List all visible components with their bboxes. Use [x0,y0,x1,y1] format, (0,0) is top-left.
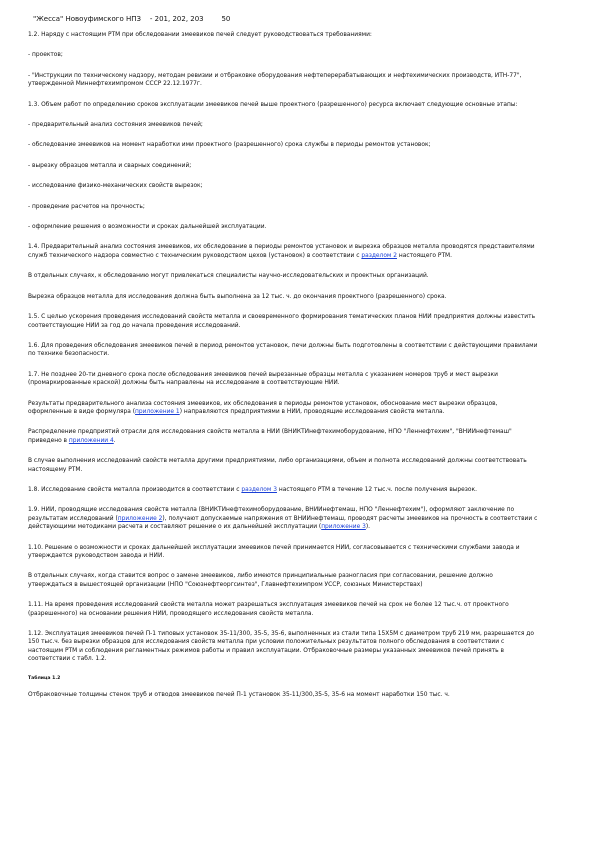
paragraph: - "Инструкции по техническому надзору, методам ревизии и отбраковке оборудования нефтеперерабатывающих и нефтехимических производств, ИТН-77", утвержденной Миннефтехимпромом СССР 22.12.1977г. [28,72,522,88]
cross-reference-link[interactable]: приложение 1 [135,408,180,415]
paragraph: - предварительный анализ состояния змеевиков печей; [28,122,203,129]
paragraph-text: Распределение предприятий отрасли для исследования свойств металла в НИИ (ВНИКТИнефтехимоборудование, НПО "Леннефтехим", "ВНИИнефтемаш" приведено в [28,429,512,444]
cross-reference-link[interactable]: приложение 3 [321,524,366,531]
header-pages: - 201, 202, 203 [149,15,204,23]
document-body [28,31,539,699]
paragraph: - оформление решения о возможности и сроках дальнейшей эксплуатации. [28,224,267,231]
paragraph: 1.2. Наряду с настоящим РТМ при обследовании змеевиков печей следует руководствоваться требованиями: [28,32,372,38]
paragraph: - обследование змеевиков на момент наработки ими проектного (разрешенного) срока службы в периоды ремонтов установок; [28,142,431,149]
paragraph [28,400,539,417]
cross-reference-link[interactable]: разделом 3 [241,486,277,493]
paragraph-text: . [113,437,116,444]
paragraph: 1.6. Для проведения обследования змеевиков печей в период ремонтов установок, печи должны быть подготовлены в соответствии с действующими правилами по технике безопасности. [28,342,538,358]
paragraph-text: настоящего РТМ. [397,252,453,259]
paragraph [28,486,539,494]
paragraph-text: настоящего РТМ в течение 12 тыс.ч. после получения вырезок. [276,486,477,493]
paragraph: 1.7. Не позднее 20-ти дневного срока после обследования змеевиков печей вырезанные образцы металла с указанием номеров труб и мест вырезки (промаркированные краской) должны быть направлены на исследование в соответствующие НИИ. [28,371,498,387]
paragraph-text: ). [365,524,371,531]
paragraph: 1.5. С целью ускорения проведения исследований свойств металла и своевременного формирования тематических планов НИИ предприятия должны известить соответствующие НИИ за год до начала проведения исследований. [28,314,536,329]
paragraph: В случае выполнения исследований свойств металла другими предприятиями, либо организациями, объем и полнота исследований должны соответствовать настоящему РТМ. [28,458,527,473]
paragraph-text: ), получают допускаемые напряжения от ВНИИнефтемаш, проводят расчеты змеевиков на прочность в соответствии с действующими методиками расчета и составляют решение о их дальнейшей эксплуатации ( [28,515,538,531]
paragraph: - вырезку образцов металла и сварных соединений; [28,162,192,169]
paragraph [28,243,539,260]
cross-reference-link[interactable]: приложении 4 [68,437,114,444]
paragraph-text: 1.8. Исследование свойств металла производится в соответствии с [28,486,242,493]
header-number: 50 [221,15,231,23]
paragraph: - проведение расчетов на прочность; [28,203,145,210]
paragraph: В отдельных случаях, когда ставится вопрос о замене змеевиков, либо имеются принципиальные разногласия при согласовании, решение должно утверждаться в вышестоящей организации (НПО "Союзнефтеоргсинтез", Главнефтехимпром УССР, союзных Министерствах) [28,573,493,588]
paragraph [28,428,539,445]
paragraph: 1.12. Эксплуатация змеевиков печей П-1 типовых установок 35-11/300, 35-5, 35-6, выполненных из стали типа 15Х5М с диаметром труб 219 мм, разрешается до 150 тыс.ч. без вырезки образцов для исследования свойств металла при условии положительных результатов полного обследования в соответствии с настоящим РТМ и соблюдения регламентных режимов работы и правил эксплуатации. Отбраковочные размеры указанных змеевиков печей принять в соответствии с табл. 1.2. [28,631,534,663]
paragraph: В отдельных случаях, к обследованию могут привлекаться специалисты научно-исследовательских и проектных организаций. [28,273,429,280]
paragraph: - проектов; [28,52,63,59]
document-header [33,14,539,24]
header-title: "Жесса" Новоуфимского НПЗ [33,15,141,23]
paragraph-text: 1.9. НИИ, проводящие исследования свойств металла (ВНИКТИнефтехимоборудование, ВНИИнефтемаш, НПО "Леннефтехим"), оформляют заключение по результатам исследований ( [28,507,515,522]
paragraph: - исследование физико-механических свойств вырезок; [28,183,203,190]
cross-reference-link[interactable]: разделом 2 [361,252,397,259]
paragraph: 1.11. На время проведения исследований свойств металла может разрешаться эксплуатация змеевиков печей на срок не более 12 тыс.ч. от проектного (разрешенного) на основании решения НИИ, проводящего исследования свойств металла. [28,602,509,617]
paragraph-text: ) направляются предприятиями в НИИ, проводящие исследования свойств металла. [179,408,445,415]
paragraph: Вырезка образцов металла для исследования должна быть выполнена за 12 тыс. ч. до окончания проектного (разрешенного) срока. [28,293,447,300]
paragraph-text: Результаты предварительного анализа состояния змеевиков, их обследования в периоды ремонтов установок, обоснование мест вырезки образцов, оформленные в виде формуляра ( [28,400,498,415]
paragraph: 1.10. Решение о возможности и сроках дальнейшей эксплуатации змеевиков печей принимается НИИ, согласовывается с техническими службами завода и утверждается руководством завода и НИИ. [28,544,520,559]
paragraph-text: 1.4. Предварительный анализ состояния змеевиков, их обследование в периоды ремонтов установок и вырезка образцов металла проводятся представителями служб технического надзора совместно с техническим руководством цехов (установок) в соответствии с [28,244,535,259]
cross-reference-link[interactable]: приложение 2 [117,515,163,522]
paragraph: Отбраковочные толщины стенок труб и отводов змеевиков печей П-1 установок 35-11/300,35-5, 35-6 на момент наработки 150 тыс. ч. [28,691,450,698]
paragraph: 1.3. Объем работ по определению сроков эксплуатации змеевиков печей выше проектного (разрешенного) ресурса включает следующие основные этапы: [28,101,518,108]
paragraph [28,506,539,531]
table-caption: Таблица 1.2 [28,675,61,681]
